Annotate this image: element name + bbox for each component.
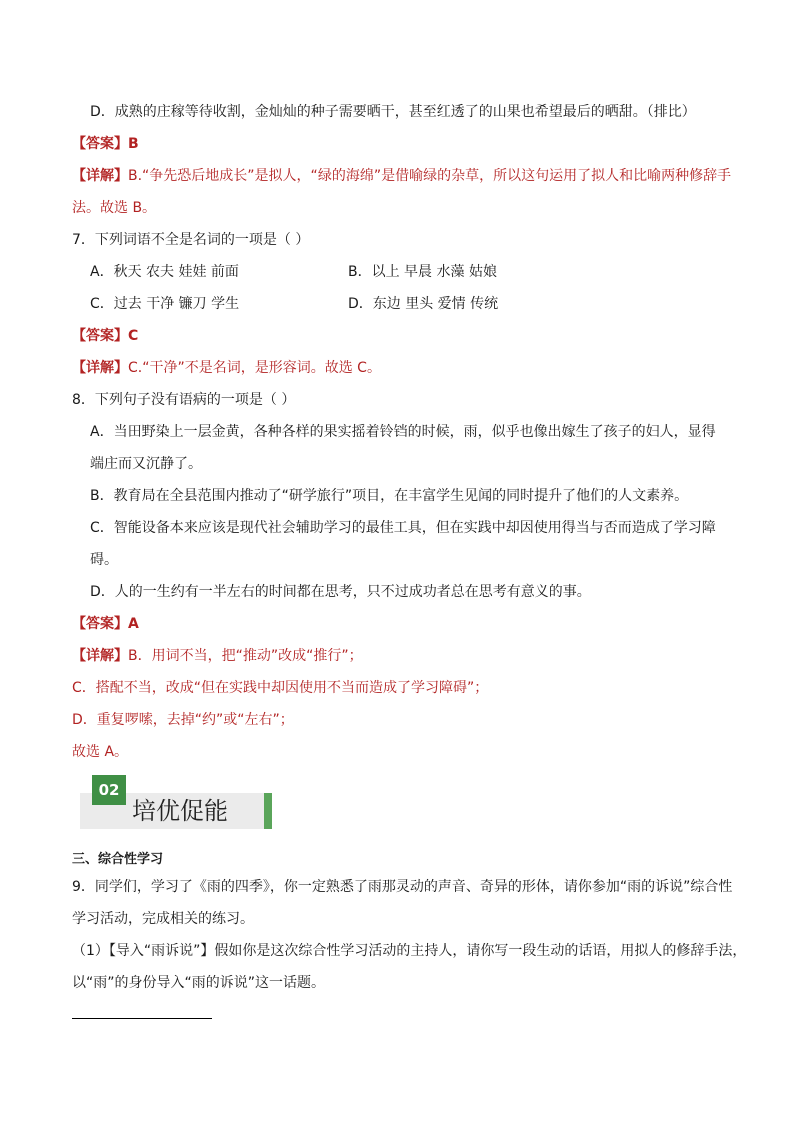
q7-question: 7．下列词语不全是名词的一项是（ ） bbox=[72, 232, 310, 248]
answer-value: B bbox=[128, 136, 139, 152]
q8-detail-c: C．搭配不当，改成“但在实践中却因使用不当而造成了学习障碍”； bbox=[72, 680, 489, 696]
q6-detail bbox=[72, 166, 731, 186]
q8-option-b: B．教育局在全县范围内推动了“研学旅行”项目，在丰富学生见闻的同时提升了他们的人文素养。 bbox=[90, 488, 689, 504]
q7-option-d: D．东边 里头 爱情 传统 bbox=[348, 296, 499, 312]
section-heading: 三、综合性学习 bbox=[72, 852, 164, 867]
q7-option-a: A．秋天 农夫 娃娃 前面 bbox=[90, 264, 239, 280]
banner-accent-bar bbox=[264, 793, 272, 829]
q7-answer bbox=[72, 326, 138, 346]
q7-option-c: C．过去 干净 镰刀 学生 bbox=[90, 296, 240, 312]
detail-text: C.“干净”不是名词，是形容词。故选 C。 bbox=[128, 360, 381, 376]
detail-text: B．用词不当，把“推动”改成“推行”； bbox=[128, 648, 363, 664]
q8-detail-d: D．重复啰嗦，去掉“约”或“左右”； bbox=[72, 712, 294, 728]
q9-sub1: （1）【导入“雨诉说”】假如你是这次综合性学习活动的主持人，请你写一段生动的话语，用拟人的修辞手法， bbox=[72, 943, 747, 959]
q8-option-a: A．当田野染上一层金黄，各种各样的果实摇着铃铛的时候，雨，似乎也像出嫁生了孩子的妇人，显得 bbox=[90, 424, 716, 440]
answer-label: 【答案】 bbox=[72, 328, 128, 344]
banner-number-badge: 02 bbox=[92, 775, 126, 805]
answer-label: 【答案】 bbox=[72, 136, 128, 152]
q8-answer bbox=[72, 614, 139, 634]
q8-option-a-cont: 端庄而又沉静了。 bbox=[90, 456, 202, 472]
detail-label: 【详解】 bbox=[72, 360, 128, 376]
detail-text: B.“争先恐后地成长”是拟人，“绿的海绵”是借喻绿的杂草，所以这句运用了拟人和比喻两种修辞手 bbox=[128, 168, 732, 184]
q9-sub1-cont: 以“雨”的身份导入“雨的诉说”这一话题。 bbox=[72, 975, 326, 991]
answer-value: C bbox=[128, 328, 139, 344]
q8-question: 8．下列句子没有语病的一项是（ ） bbox=[72, 392, 296, 408]
q8-option-c-cont: 碍。 bbox=[90, 552, 118, 568]
section-banner bbox=[80, 775, 272, 829]
answer-value: A bbox=[128, 616, 139, 632]
q9-question: 9．同学们，学习了《雨的四季》，你一定熟悉了雨那灵动的声音、奇异的形体，请你参加“雨的诉说”综合性 bbox=[72, 879, 733, 895]
q9-question-cont: 学习活动，完成相关的练习。 bbox=[72, 911, 254, 927]
answer-label: 【答案】 bbox=[72, 616, 128, 632]
q8-detail-conclusion: 故选 A。 bbox=[72, 744, 129, 760]
q6-answer bbox=[72, 134, 139, 154]
q6-option-d: D．成熟的庄稼等待收割，金灿灿的种子需要晒干，甚至红透了的山果也希望最后的晒甜。（排比） bbox=[90, 104, 696, 120]
q8-option-d: D．人的一生约有一半左右的时间都在思考，只不过成功者总在思考有意义的事。 bbox=[90, 584, 591, 600]
q7-detail bbox=[72, 358, 381, 378]
banner-title: 培优促能 bbox=[132, 797, 228, 825]
detail-label: 【详解】 bbox=[72, 648, 128, 664]
detail-label: 【详解】 bbox=[72, 168, 128, 184]
q8-option-c: C．智能设备本来应该是现代社会辅助学习的最佳工具，但在实践中却因使用得当与否而造成了学习障 bbox=[90, 520, 716, 536]
q7-option-b: B．以上 早晨 水藻 姑娘 bbox=[348, 264, 497, 280]
answer-line bbox=[72, 1018, 212, 1019]
q6-detail-cont: 法。故选 B。 bbox=[72, 200, 157, 216]
q8-detail bbox=[72, 646, 363, 666]
